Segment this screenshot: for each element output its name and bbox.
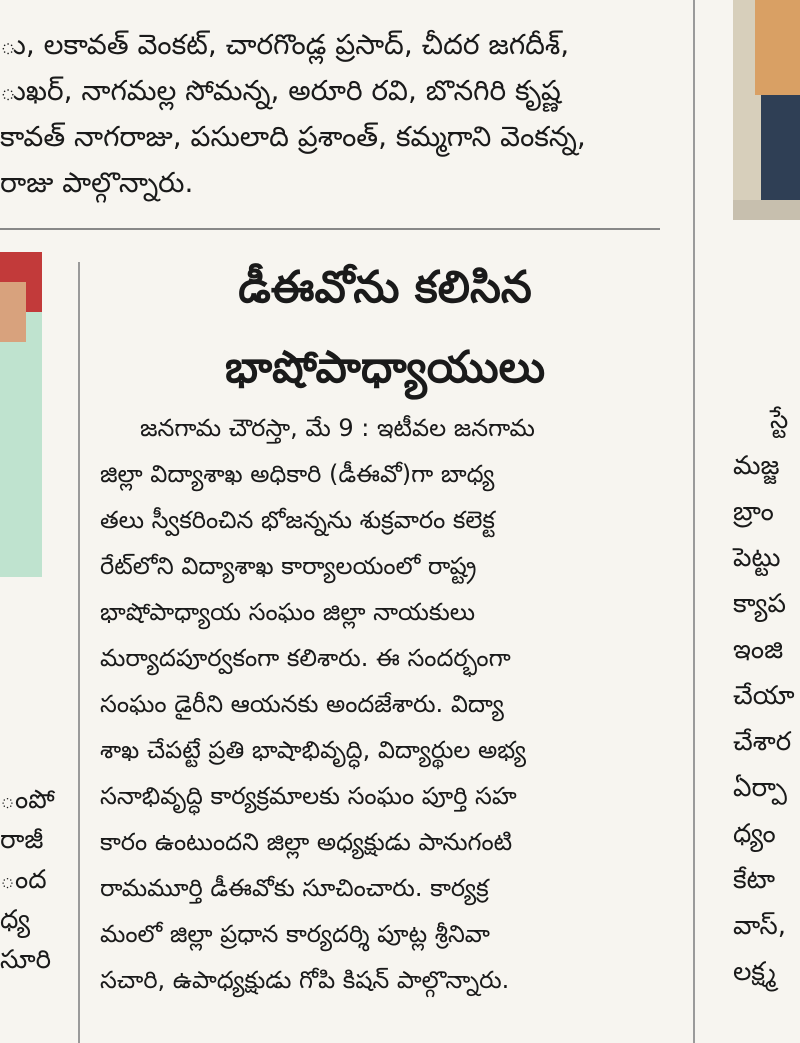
article-body-line: శాఖ చేపట్టే ప్రతి భాషాభివృద్ధి, విద్యార్థుల అభ్య xyxy=(100,736,526,764)
right-column-line: చేయా xyxy=(733,681,795,711)
right-column-line: వాస్, xyxy=(733,911,786,941)
right-column-line: చేశార xyxy=(733,727,792,757)
right-column-line: స్టే xyxy=(770,405,789,435)
right-column-line: పెట్టు xyxy=(733,543,781,573)
article-body-line: మంలో జిల్లా ప్రధాన కార్యదర్శి పూట్ల శ్రీనివా xyxy=(100,920,490,948)
article-body-line: సంఘం డైరీని ఆయనకు అందజేశారు. విద్యా xyxy=(100,690,504,718)
left-column-line: ధ్య xyxy=(0,905,31,935)
top-story-line: ుఖర్, నాగమల్ల సోమన్న, అరూరి రవి, బొనగిరి కృష్ణ xyxy=(0,74,561,107)
article-body-line: జిల్లా విద్యాశాఖ అధికారి (డీఈవో)గా బాధ్య xyxy=(100,460,495,488)
right-column-line: ఇంజి xyxy=(733,635,784,665)
top-story-text xyxy=(0,0,670,215)
top-story-line: ు, లకావత్ వెంకట్, చారగొండ్ల ప్రసాద్, చీదర జగదీశ్, xyxy=(0,28,570,61)
article-body-line: తలు స్వీకరించిన భోజన్నను శుక్రవారం కలెక్ట xyxy=(100,506,495,534)
right-column-line: కేటా xyxy=(733,865,775,895)
column-divider xyxy=(78,262,80,1043)
article-body-line: సనాభివృద్ధి కార్యక్రమాలకు సంఘం పూర్తి సహ xyxy=(100,782,517,810)
article-body-line: మర్యాదపూర్వకంగా కలిశారు. ఈ సందర్భంగా xyxy=(100,644,511,672)
left-column-line: రాజీ xyxy=(0,825,44,855)
article-body-line: రామమూర్తి డీఈవోకు సూచించారు. కార్యక్ర xyxy=(100,874,489,902)
top-story-line: రాజు పాల్గొన్నారు. xyxy=(0,166,194,199)
right-column-line: క్యాప xyxy=(733,589,786,619)
article-body-line: భాషోపాధ్యాయ సంఘం జిల్లా నాయకులు xyxy=(100,598,476,626)
article-body-line: సచారి, ఉపాధ్యక్షుడు గోపి కిషన్ పాల్గొన్నారు. xyxy=(100,966,510,994)
column-divider xyxy=(693,0,695,1043)
left-column-line: ంపో xyxy=(0,785,55,815)
top-story-line: కావత్ నాగరాజు, పసులాది ప్రశాంత్, కమ్మగాని వెంకన్న, xyxy=(0,120,586,153)
right-column-line: ధ్యం xyxy=(733,819,776,849)
horizontal-rule xyxy=(0,228,660,230)
article-body-line: జనగామ చౌరస్తా, మే 9 : ఇటీవల జనగామ xyxy=(140,414,535,442)
left-column-line: సూరి xyxy=(0,945,52,975)
article-body-line: రేట్‌లోని విద్యాశాఖ కార్యాలయంలో రాష్ట్ర xyxy=(100,552,477,580)
article-body-line: కారం ఉంటుందని జిల్లా అధ్యక్షుడు పానుగంటి xyxy=(100,828,513,856)
right-column-line: మజ్జ xyxy=(733,451,780,481)
article-headline-line: భాషోపాధ్యాయులు xyxy=(224,342,546,393)
left-photo xyxy=(0,252,42,577)
right-column-line: బ్రాం xyxy=(733,497,774,527)
right-column-line: లక్ష్మ xyxy=(733,957,776,987)
left-column-line: ంద xyxy=(0,865,47,895)
right-photo xyxy=(733,0,800,220)
article-headline-line: డీఈవోను కలిసిన xyxy=(238,262,532,313)
right-column-line: ఏర్పా xyxy=(733,773,787,803)
